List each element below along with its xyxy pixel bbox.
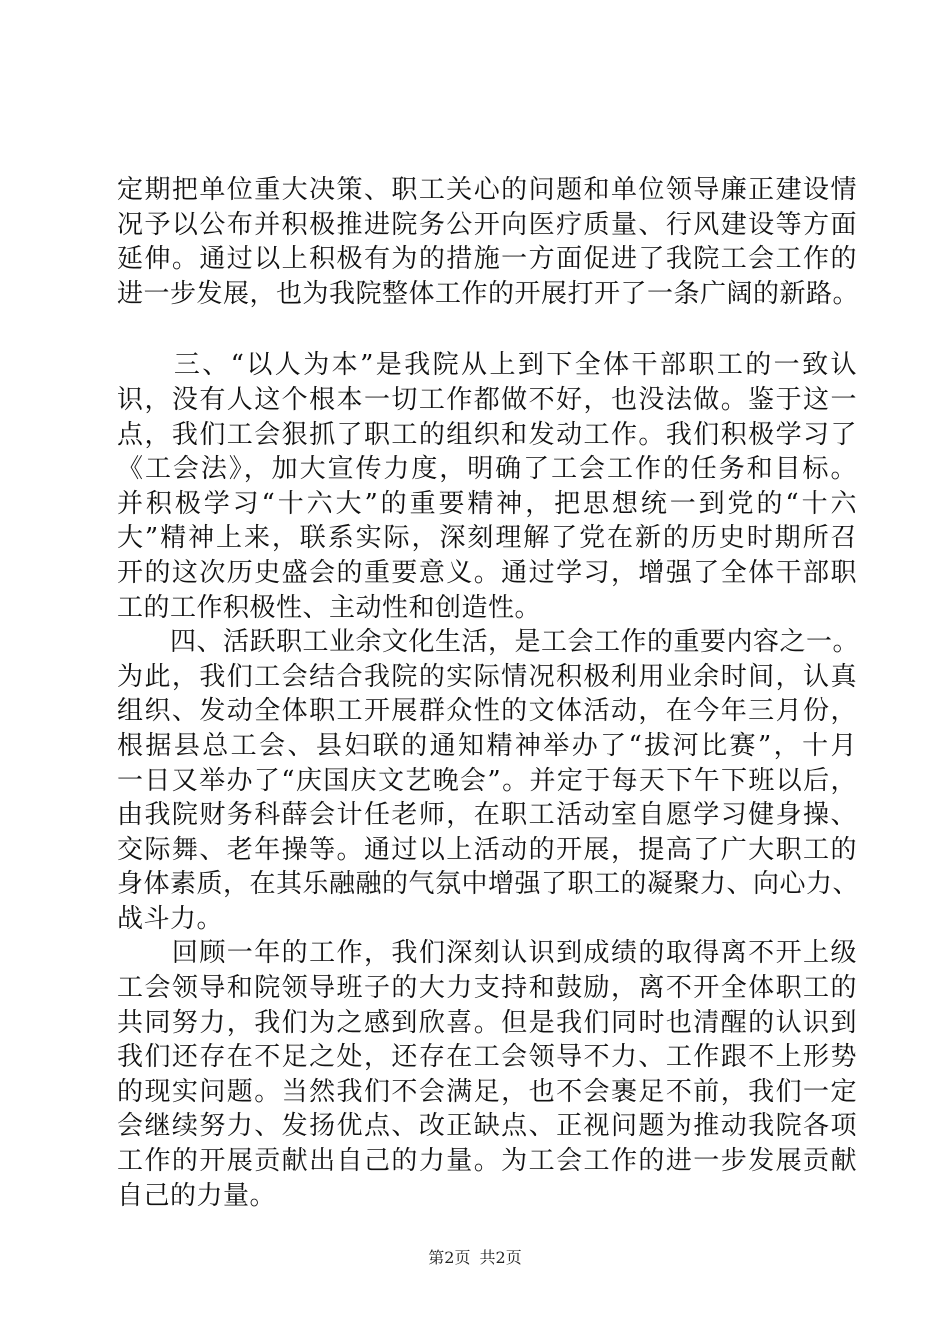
paragraph-spacer xyxy=(117,311,857,348)
paragraph-4 xyxy=(117,936,857,1213)
document-body xyxy=(117,173,860,1213)
paragraph-2 xyxy=(117,348,857,625)
text-line: 点，我们工会狠抓了职工的组织和发动工作。我们积极学习了 xyxy=(117,419,857,450)
page-footer xyxy=(0,1248,950,1268)
text-line: 并积极学习“十六大”的重要精神，把思想统一到党的“十六 xyxy=(117,488,857,519)
text-line: 定期把单位重大决策、职工关心的问题和单位领导廉正建设情 xyxy=(117,175,857,205)
text-line: 由我院财务科薛会计任老师，在职工活动室自愿学习健身操、 xyxy=(117,800,857,831)
text-line: 回顾一年的工作，我们深刻认识到成绩的取得离不开上级 xyxy=(117,938,857,969)
text-line: 工作的开展贡献出自己的力量。为工会工作的进一步发展贡献 xyxy=(117,1146,857,1177)
text-line: 《工会法》，加大宣传力度，明确了工会工作的任务和目标。 xyxy=(117,454,857,485)
text-line: 四、活跃职工业余文化生活，是工会工作的重要内容之一。 xyxy=(117,627,860,658)
page-number: 第2页 xyxy=(428,1248,471,1267)
text-line: 共同努力，我们为之感到欣喜。但是我们同时也清醒的认识到 xyxy=(117,1007,857,1038)
text-line: 身体素质，在其乐融融的气氛中增强了职工的凝聚力、向心力、 xyxy=(117,869,860,900)
text-line: 工的工作积极性、主动性和创造性。 xyxy=(117,592,542,623)
text-line: 大”精神上来，联系实际，深刻理解了党在新的历史时期所召 xyxy=(117,523,857,554)
text-line: 识，没有人这个根本一切工作都做不好，也没法做。鉴于这一 xyxy=(117,384,857,415)
page-total: 共2页 xyxy=(479,1248,522,1267)
text-line: 组织、发动全体职工开展群众性的文体活动，在今年三月份， xyxy=(117,696,857,727)
paragraph-1 xyxy=(117,173,860,311)
text-line: 况予以公布并积极推进院务公开向医疗质量、行风建设等方面 xyxy=(117,209,857,240)
text-line: 交际舞、老年操等。通过以上活动的开展，提高了广大职工的 xyxy=(117,834,857,865)
text-line: 根据县总工会、县妇联的通知精神举办了“拔河比赛”，十月 xyxy=(117,730,857,761)
text-line: 自己的力量。 xyxy=(117,1180,277,1211)
text-line: 三、“以人为本”是我院从上到下全体干部职工的一致认 xyxy=(117,350,857,381)
text-line: 延伸。通过以上积极有为的措施一方面促进了我院工会工作的 xyxy=(117,244,857,275)
text-line: 开的这次历史盛会的重要意义。通过学习，增强了全体干部职 xyxy=(117,557,857,588)
text-line: 为此，我们工会结合我院的实际情况积极利用业余时间，认真 xyxy=(117,661,857,692)
text-line: 会继续努力、发扬优点、改正缺点、正视问题为推动我院各项 xyxy=(117,1111,857,1142)
text-line: 我们还存在不足之处，还存在工会领导不力、工作跟不上形势 xyxy=(117,1042,857,1073)
text-line: 的现实问题。当然我们不会满足，也不会裹足不前，我们一定 xyxy=(117,1076,857,1107)
text-line: 战斗力。 xyxy=(117,903,224,934)
text-line: 进一步发展，也为我院整体工作的开展打开了一条广阔的新路。 xyxy=(117,278,860,309)
text-line: 一日又举办了“庆国庆文艺晚会”。并定于每天下午下班以后， xyxy=(117,765,857,796)
text-line: 工会领导和院领导班子的大力支持和鼓励，离不开全体职工的 xyxy=(117,973,857,1004)
paragraph-3 xyxy=(117,625,860,936)
